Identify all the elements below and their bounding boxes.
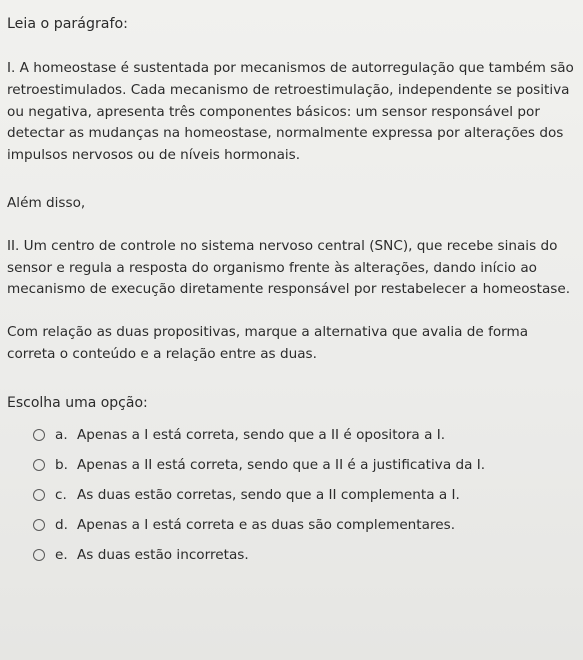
options-list (7, 420, 575, 570)
option-letter-d: d. (55, 516, 68, 533)
option-d[interactable] (33, 510, 575, 540)
option-text-d: Apenas a I está correta e as duas são complementares. (77, 516, 456, 533)
option-letter-a: a. (55, 426, 68, 443)
choose-label: Escolha uma opção: (7, 394, 148, 411)
option-e[interactable] (33, 540, 575, 570)
radio-button-d[interactable] (33, 519, 45, 531)
paragraph-two: II. Um centro de controle no sistema nervoso central (SNC), que recebe sinais do sensor e regula a resposta do organismo frente às alterações, dando início ao mecanismo de execução diretamente responsável por restabelecer a homeostase. (7, 237, 571, 298)
option-text-e: As duas estão incorretas. (77, 546, 249, 563)
radio-button-c[interactable] (33, 489, 45, 501)
option-b[interactable] (33, 450, 575, 480)
option-text-a: Apenas a I está correta, sendo que a II é opositora a I. (77, 426, 446, 443)
option-a[interactable] (33, 420, 575, 450)
option-letter-c: c. (55, 486, 67, 503)
option-letter-e: e. (55, 546, 68, 563)
intro-text: Leia o parágrafo: (7, 16, 128, 32)
radio-button-a[interactable] (33, 429, 45, 441)
radio-button-e[interactable] (33, 549, 45, 561)
question-prompt: Com relação as duas propositivas, marque a alternativa que avalia de forma correta o conteúdo e a relação entre as duas. (7, 324, 529, 362)
radio-button-b[interactable] (33, 459, 45, 471)
option-letter-b: b. (55, 456, 68, 473)
paragraph-one: I. A homeostase é sustentada por mecanismos de autorregulação que também são retroestimulados. Cada mecanismo de retroestimulação, independente se positiva ou negativa, apresenta três componentes básicos: um sensor responsável por detectar as mudanças na homeostase, normalmente expressa por alterações dos impulsos nervosos ou de níveis hormonais. (7, 60, 574, 164)
option-text-b: Apenas a II está correta, sendo que a II é a justificativa da I. (77, 456, 486, 473)
connector-text: Além disso, (7, 194, 86, 211)
option-text-c: As duas estão corretas, sendo que a II complementa a I. (77, 486, 460, 503)
option-c[interactable] (33, 480, 575, 510)
